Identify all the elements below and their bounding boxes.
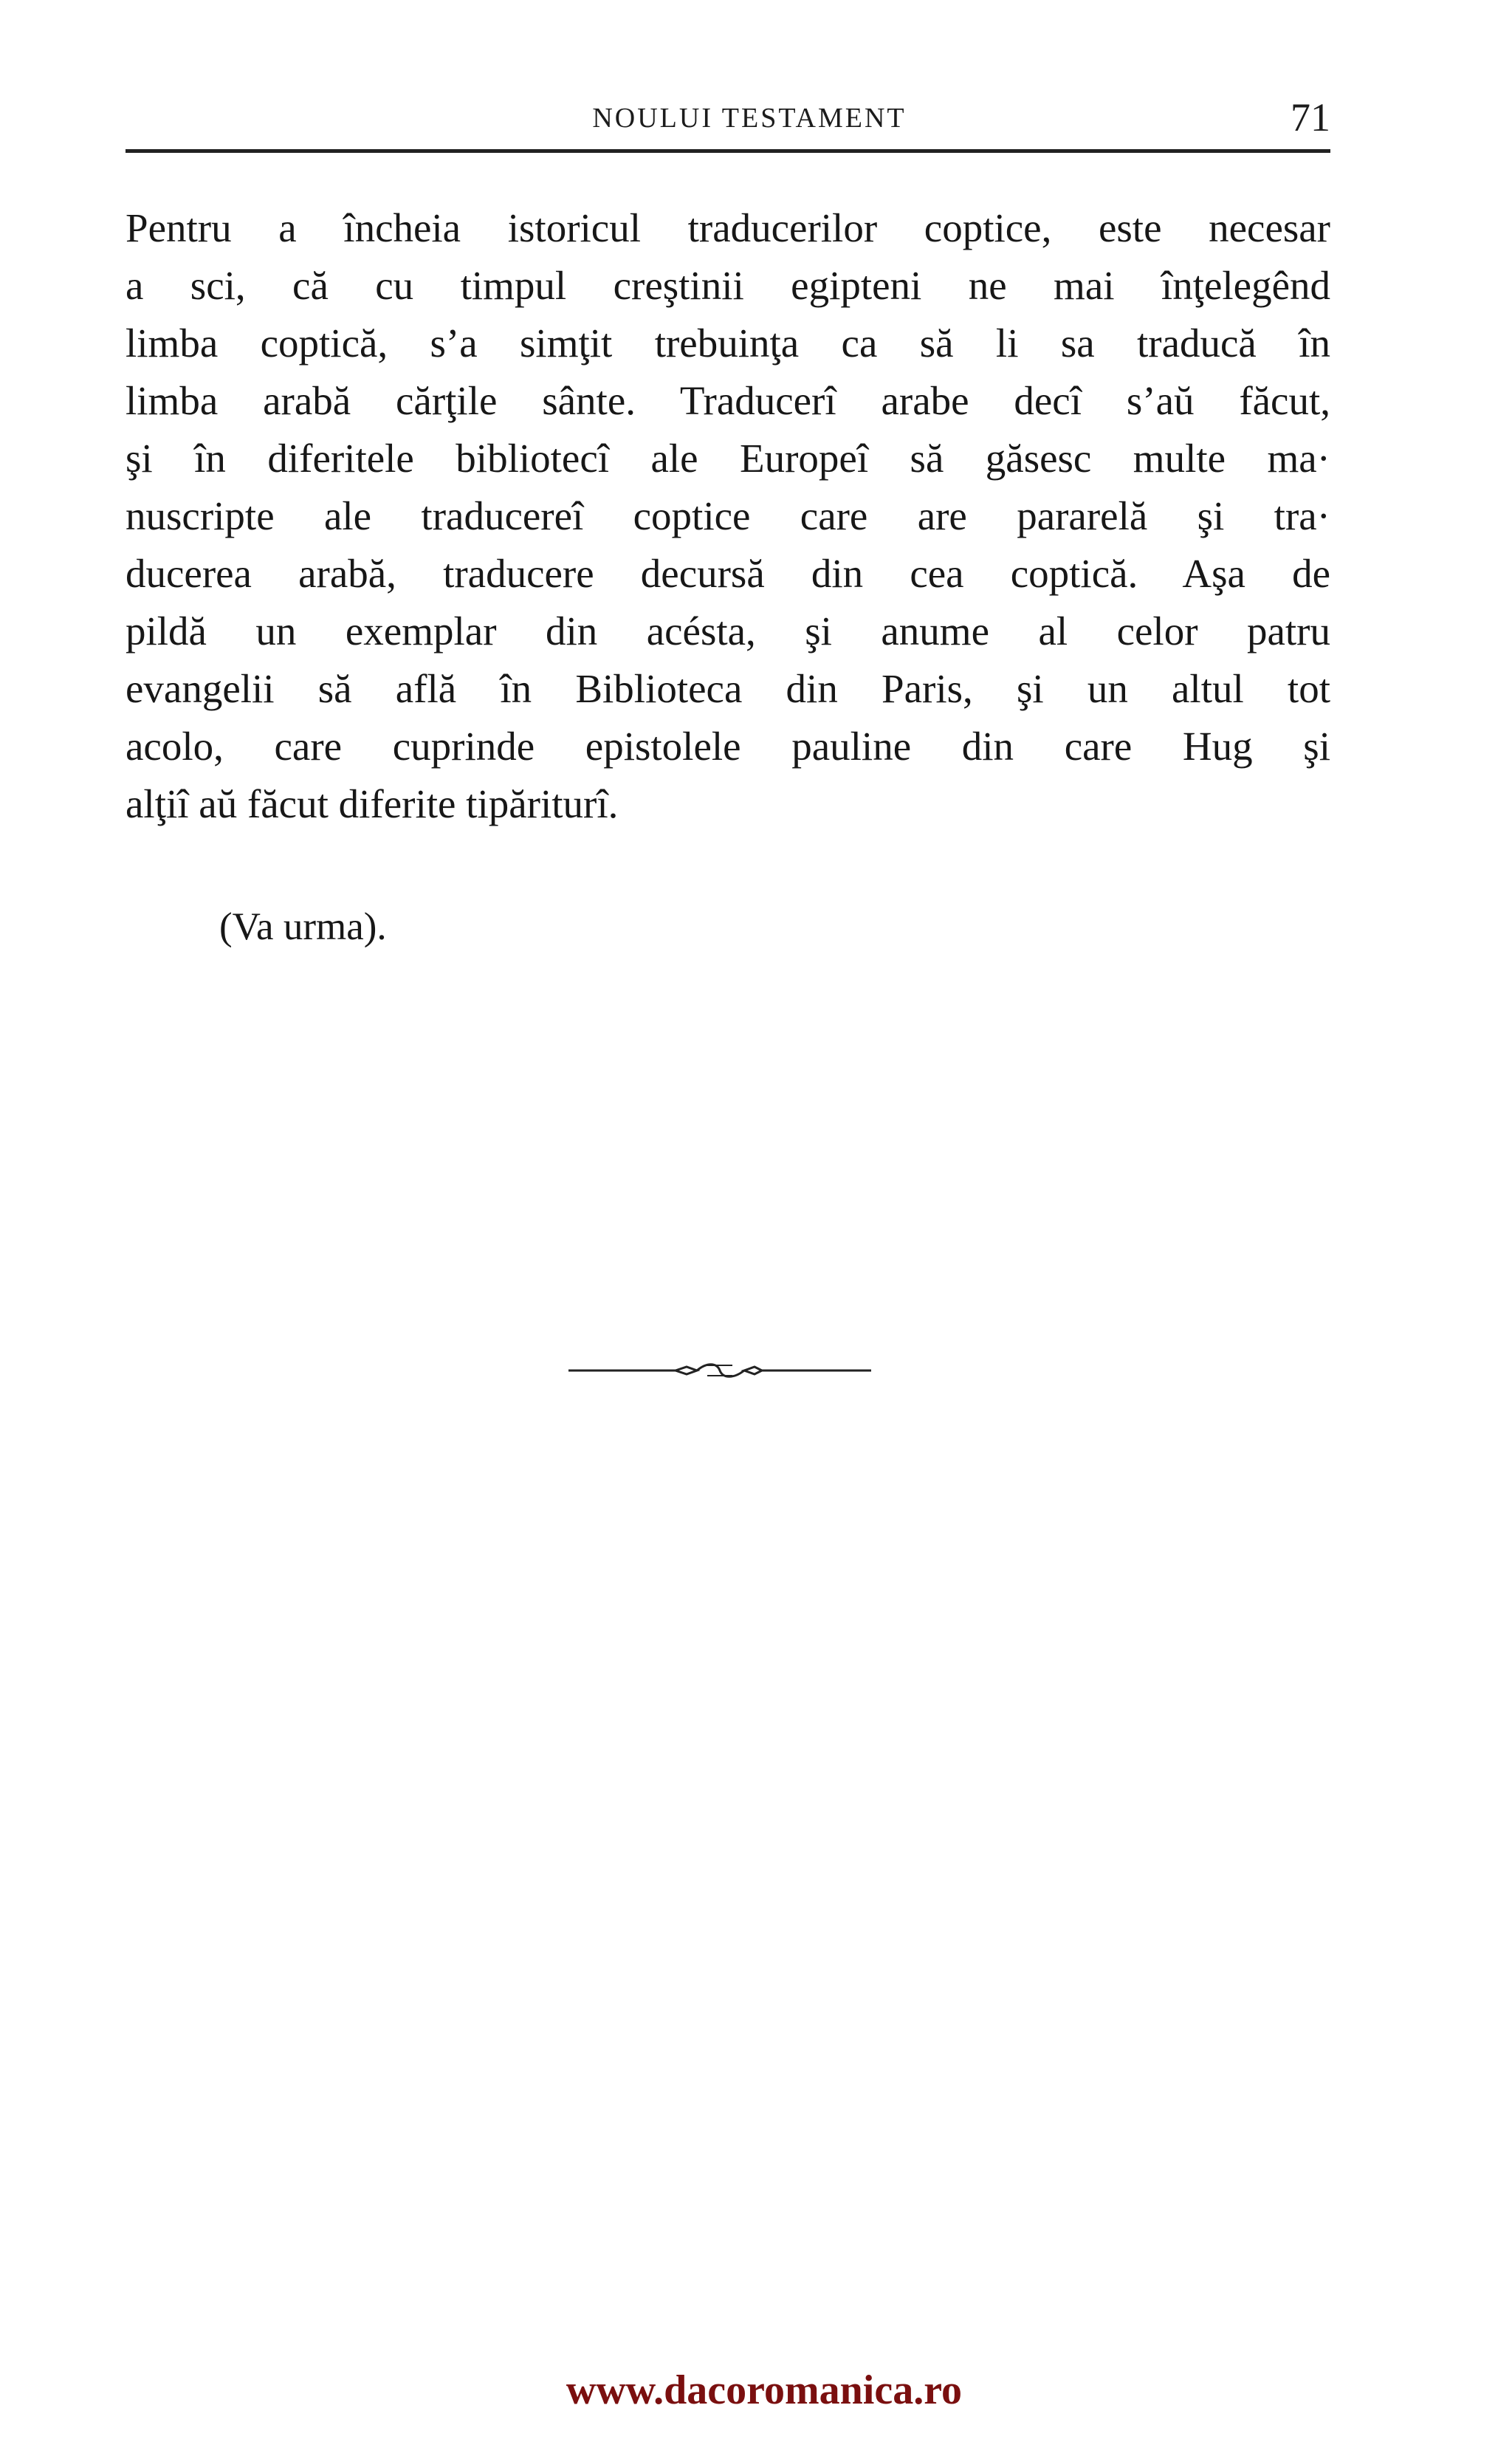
ornament-divider-icon — [568, 1360, 871, 1381]
text-line: limba coptică, s’a simţit trebuinţa ca să li sa traducă în — [126, 320, 1330, 366]
text-line: şi în diferitele bibliotecî ale Europeî să găsesc multe ma· — [126, 436, 1330, 481]
page-number: 71 — [1291, 95, 1330, 140]
footer-website-link[interactable]: www.dacoromanica.ro — [566, 2367, 963, 2413]
running-title: NOULUI TESTAMENT — [592, 103, 907, 134]
text-line: evangelii să află în Biblioteca din Paris, şi un altul tot — [126, 666, 1330, 711]
text-line: Pentru a încheia istoricul traducerilor coptice, este necesar — [126, 205, 1330, 250]
text-line: alţiî aŭ făcut diferite tipăriturî. — [126, 781, 619, 826]
text-line: ducerea arabă, traducere decursă din cea coptică. Aşa de — [126, 551, 1330, 596]
running-head — [126, 95, 1330, 146]
continuation-note: (Va urma). — [219, 905, 387, 948]
text-line: acolo, care cuprinde epistolele pauline din care Hug şi — [126, 724, 1330, 769]
header-rule — [126, 149, 1330, 153]
text-line: limba arabă cărţile sânte. Traducerî arabe decî s’aŭ făcut, — [126, 378, 1330, 423]
text-line: pildă un exemplar din acésta, şi anume al celor patru — [126, 608, 1330, 654]
text-line: nuscripte ale traducereî coptice care are pararelă şi tra· — [126, 493, 1330, 538]
main-paragraph — [126, 199, 1330, 833]
text-line: a sci, că cu timpul creştinii egipteni ne mai înţelegênd — [126, 263, 1330, 308]
